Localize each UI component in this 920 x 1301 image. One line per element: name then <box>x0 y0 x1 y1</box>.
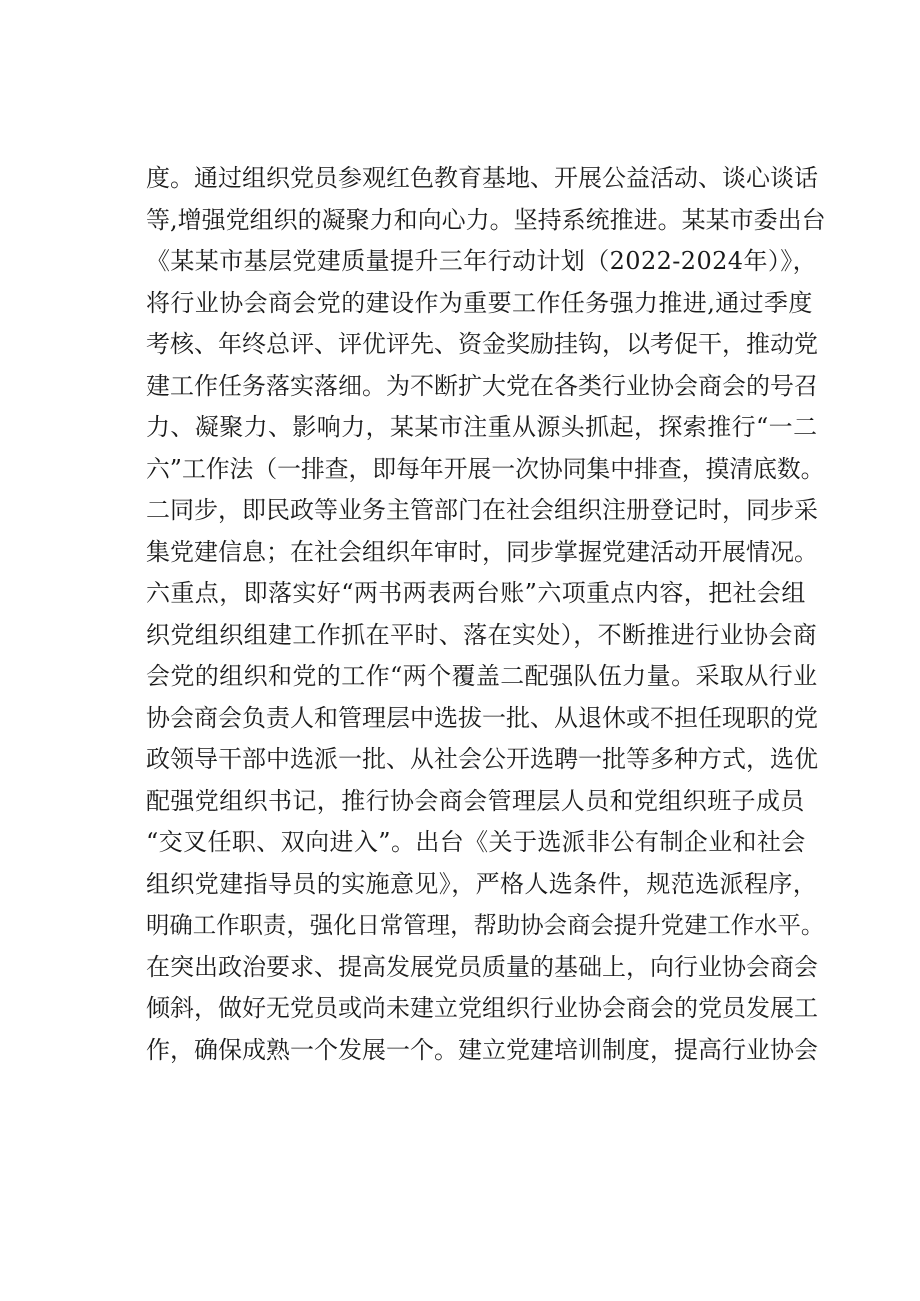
text-line: “交叉任职、双向进入”。出台《关于选派非公有制企业和社会 <box>146 828 806 856</box>
text-line: 织党组织组建工作抓在平时、落在实处），不断推进行业协会商 <box>146 620 818 649</box>
text-line: 配强党组织书记，推行协会商会管理层人员和党组织班子成员 <box>146 786 805 815</box>
text-line: 考核、年终总评、评优评先、资金奖励挂钩，以考促干，推动党 <box>146 330 818 358</box>
text-line: 集党建信息；在社会组织年审时，同步掌握党建活动开展情况。 <box>146 537 818 566</box>
text-line: 将行业协会商会党的建设作为重要工作任务强力推进,通过季度 <box>146 288 813 317</box>
text-line: 《某某市基层党建质量提升三年行动计划（2022-2024年）》， <box>146 247 818 275</box>
text-line: 六”工作法（一排查，即每年开展一次协同集中排查，摸清底数。 <box>146 454 825 483</box>
body-text <box>146 158 826 1071</box>
text-line: 会党的组织和党的工作“两个覆盖二配强队伍力量。采取从行业 <box>146 662 818 690</box>
text-line: 建工作任务落实落细。为不断扩大党在各类行业协会商会的号召 <box>146 371 818 400</box>
text-line: 等,增强党组织的凝聚力和向心力。坚持系统推进。某某市委出台 <box>146 205 826 234</box>
text-line: 力、凝聚力、影响力，某某市注重从源头抓起，探索推行“一二 <box>146 413 818 441</box>
text-line: 协会商会负责人和管理层中选拔一批、从退休或不担任现职的党 <box>146 703 818 732</box>
text-line: 六重点，即落实好“两书两表两台账”六项重点内容，把社会组 <box>146 579 806 607</box>
text-line: 政领导干部中选派一批、从社会公开选聘一批等多种方式，选优 <box>146 745 818 773</box>
text-line: 度。通过组织党员参观红色教育基地、开展公益活动、谈心谈话 <box>146 164 818 192</box>
text-line: 组织党建指导员的实施意见》，严格人选条件，规范选派程序， <box>146 869 818 898</box>
text-line: 二同步，即民政等业务主管部门在社会组织注册登记时，同步采 <box>146 496 818 524</box>
text-line: 明确工作职责，强化日常管理，帮助协会商会提升党建工作水平。 <box>146 911 825 939</box>
text-line: 在突出政治要求、提高发展党员质量的基础上，向行业协会商会 <box>146 952 818 981</box>
text-line: 作，确保成熟一个发展一个。建立党建培训制度，提高行业协会 <box>146 1035 818 1064</box>
text-line: 倾斜，做好无党员或尚未建立党组织行业协会商会的党员发展工 <box>146 994 818 1022</box>
